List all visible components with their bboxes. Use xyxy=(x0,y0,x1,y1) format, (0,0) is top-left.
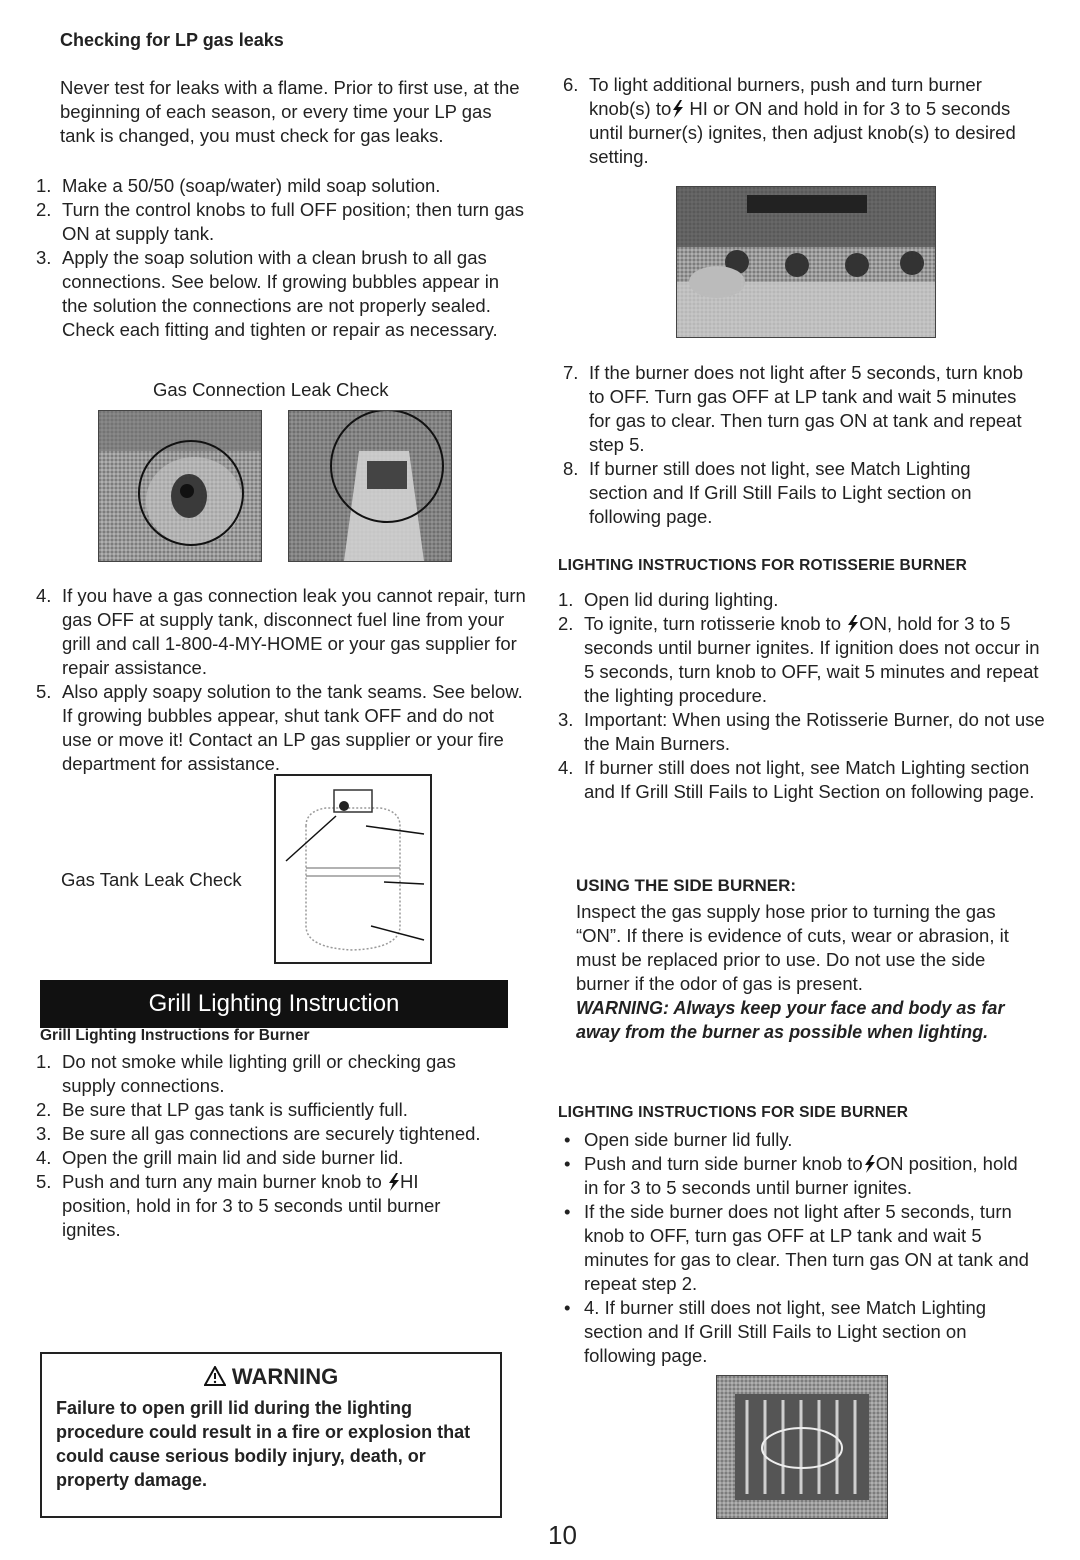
warning-text: Failure to open grill lid during the lighting procedure could result in a fire or explosion that could cause serious bodily injury, death, or property damage. xyxy=(56,1398,471,1490)
gas-tank-illustration xyxy=(274,774,432,964)
gas-connection-photo-2 xyxy=(288,410,452,562)
side-burner-text: Inspect the gas supply hose prior to turning the gas “ON”. If there is evidence of cuts, wear or abrasion, it must be replaced prior to use. Do not use the side burner if the odor of gas is present. xyxy=(576,901,1009,994)
warning-title: WARNING xyxy=(42,1364,500,1390)
side-instr-heading: LIGHTING INSTRUCTIONS FOR SIDE BURNER xyxy=(558,1104,909,1121)
side-burner-warning: WARNING: Always keep your face and body as far away from the burner as possible when lighting. xyxy=(576,998,1005,1042)
lightning-icon xyxy=(846,615,859,633)
steps-7-8 xyxy=(563,361,1033,529)
list-item: 5. Push and turn any main burner knob to HI position, hold in for 3 to 5 seconds until burner ignites. xyxy=(36,1171,441,1240)
list-item: 7. If the burner does not light after 5 seconds, turn knob to OFF. Turn gas OFF at LP tank and wait 5 minutes for gas to clear. Then turn gas ON at tank and repeat step 5. xyxy=(563,362,1023,455)
list-item: • 4. If burner still does not light, see Match Lighting section and If Grill Still Fails to Light section on following page. xyxy=(564,1297,987,1366)
grill-lighting-banner: Grill Lighting Instruction xyxy=(40,980,508,1028)
list-item: 8. If burner still does not light, see Match Lighting section and If Grill Still Fails to Light section on following page. xyxy=(563,458,972,527)
list-item: 4. Open the grill main lid and side burner lid. xyxy=(36,1147,404,1168)
warning-triangle-icon xyxy=(204,1366,226,1386)
side-burner-heading: USING THE SIDE BURNER: xyxy=(576,876,797,895)
list-item: 1. Open lid during lighting. xyxy=(558,589,779,610)
rotisserie-steps xyxy=(558,588,1048,804)
lightning-icon xyxy=(671,100,684,118)
list-item: 3. Apply the soap solution with a clean brush to all gas connections. See below. If growing bubbles appear in the solution the connections are not properly sealed. Check each fitting and tighten or repair as necessary. xyxy=(36,247,500,340)
burner-heading: Grill Lighting Instructions for Burner xyxy=(40,1027,310,1044)
side-burner-bullets xyxy=(560,1128,1035,1368)
list-item: 2. Turn the control knobs to full OFF position; then turn gas ON at supply tank. xyxy=(36,199,525,244)
list-item: 2. Be sure that LP gas tank is sufficiently full. xyxy=(36,1099,408,1120)
list-item: 1. Do not smoke while lighting grill or checking gas supply connections. xyxy=(36,1051,456,1096)
grill-knobs-photo xyxy=(676,186,936,338)
gas-connection-photo-1 xyxy=(98,410,262,562)
list-item: 2. To ignite, turn rotisserie knob to ON, hold for 3 to 5 seconds until burner ignites. If ignition does not occur in 5 seconds, turn knob to OFF, wait 5 minutes and repeat the lighting procedure. xyxy=(558,613,1040,706)
checking-intro: Never test for leaks with a flame. Prior to first use, at the beginning of each season, or every time your LP gas tank is changed, you must check for gas leaks. xyxy=(60,77,520,146)
rotisserie-heading: LIGHTING INSTRUCTIONS FOR ROTISSERIE BURNER xyxy=(558,557,968,574)
lightning-icon xyxy=(863,1155,876,1173)
step-6 xyxy=(563,73,1033,169)
list-item: 1. Make a 50/50 (soap/water) mild soap solution. xyxy=(36,175,441,196)
page-number: 10 xyxy=(548,1520,577,1550)
list-item: • Push and turn side burner knob to ON position, hold in for 3 to 5 seconds until burner ignites. xyxy=(564,1153,1018,1198)
leak-steps-a xyxy=(36,174,526,342)
connection-caption: Gas Connection Leak Check xyxy=(153,379,389,400)
list-item: • If the side burner does not light after 5 seconds, turn knob to OFF, turn gas OFF at LP tank and wait 5 minutes for gas to clear. Then turn gas ON at tank and repeat step 2. xyxy=(564,1201,1029,1294)
lightning-icon xyxy=(387,1173,400,1191)
list-item: 4. If burner still does not light, see Match Lighting section and If Grill Still Fails to Light Section on following page. xyxy=(558,757,1035,802)
list-item: 3. Important: When using the Rotisserie Burner, do not use the Main Burners. xyxy=(558,709,1045,754)
checking-heading: Checking for LP gas leaks xyxy=(60,30,284,50)
list-item: • Open side burner lid fully. xyxy=(564,1129,793,1150)
tank-caption: Gas Tank Leak Check xyxy=(61,869,242,890)
warning-box xyxy=(40,1352,502,1518)
list-item: 3. Be sure all gas connections are securely tightened. xyxy=(36,1123,481,1144)
list-item: 4. If you have a gas connection leak you cannot repair, turn gas OFF at supply tank, disconnect fuel line from your grill and call 1-800-4-MY-HOME or your gas supplier for repair assistance. xyxy=(36,585,526,678)
burner-steps xyxy=(36,1050,491,1242)
leak-steps-b xyxy=(36,584,526,776)
list-item: 6. To light additional burners, push and turn burner knob(s) to HI or ON and hold in for 3 to 5 seconds until burner(s) ignites, then adjust knob(s) to desired setting. xyxy=(563,74,1016,167)
list-item: 5. Also apply soapy solution to the tank seams. See below. If growing bubbles appear, shut tank OFF and do not use or move it! Contact an LP gas supplier or your fire department for assistance. xyxy=(36,681,523,774)
side-burner-photo xyxy=(716,1375,888,1519)
